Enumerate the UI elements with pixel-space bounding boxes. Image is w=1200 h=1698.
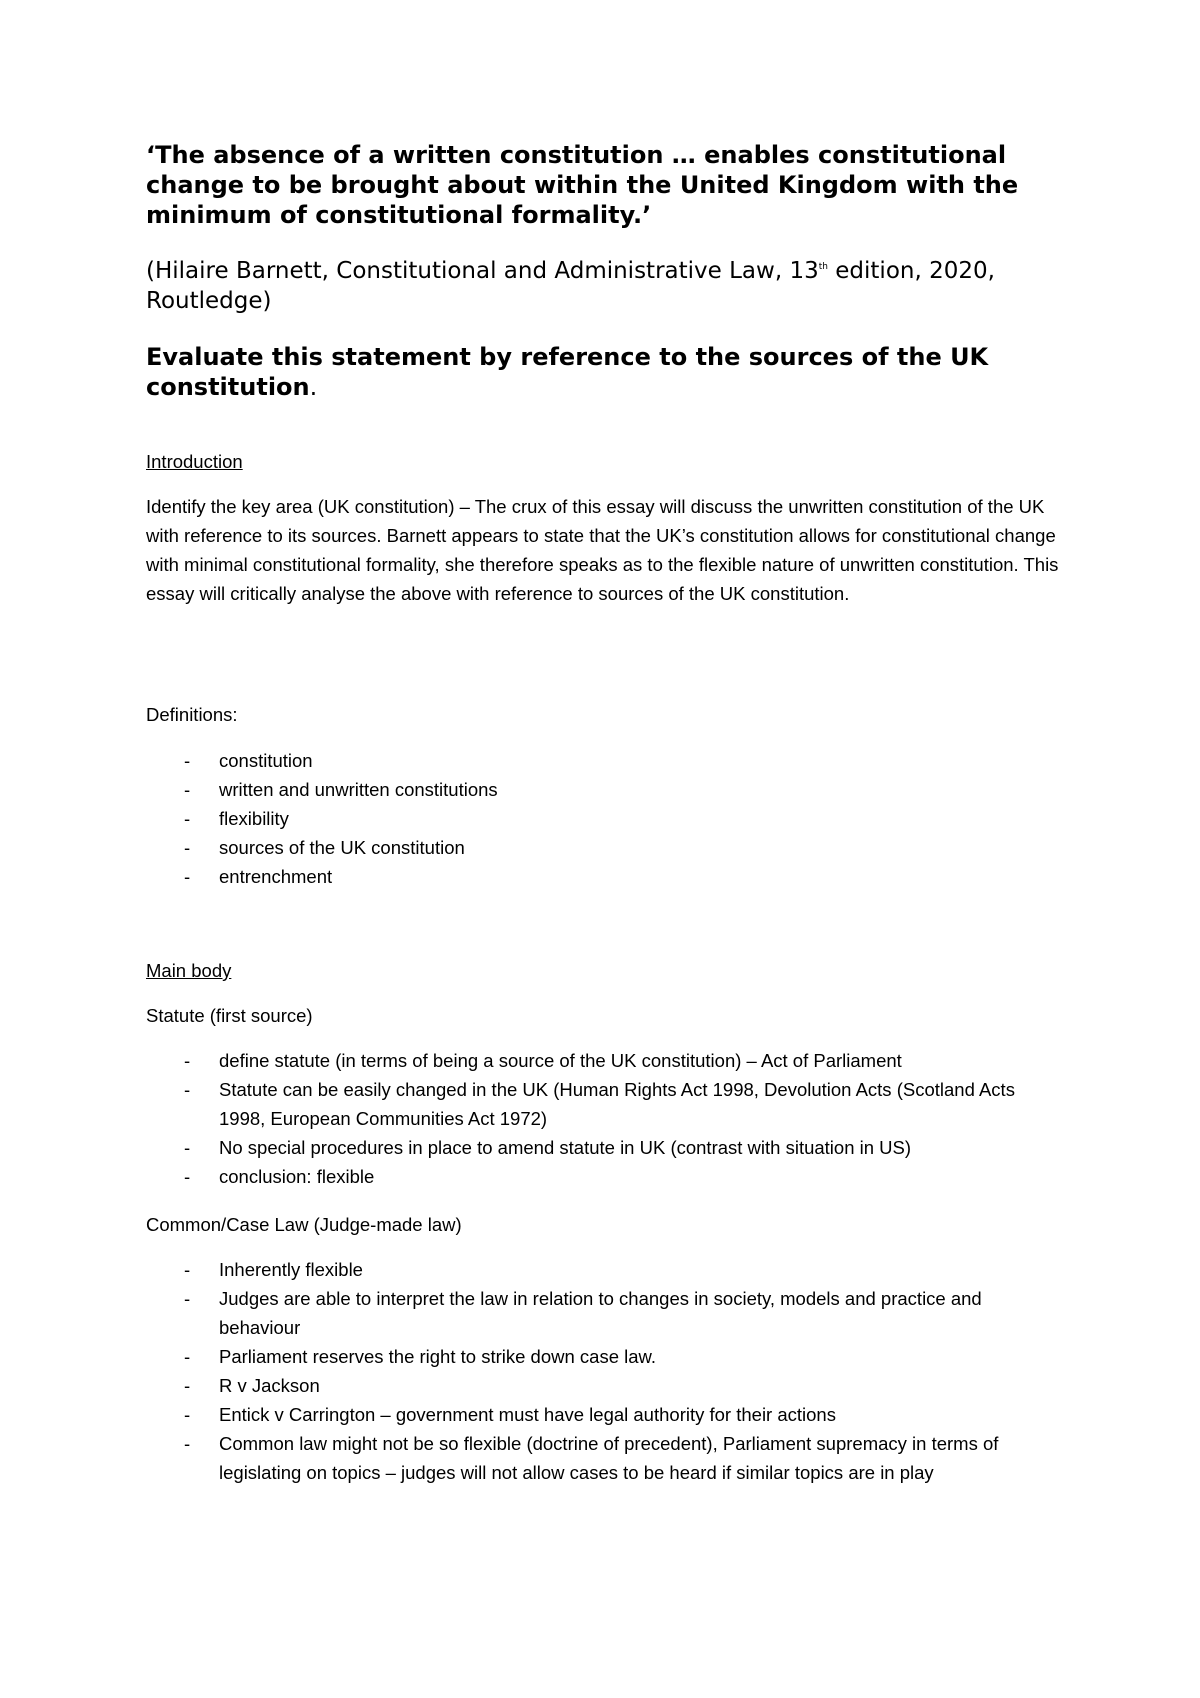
dash-bullet: - bbox=[184, 1166, 191, 1187]
list-item: - Statute can be easily changed in the UK (Human Rights Act 1998, Devolution Acts (Scotland Acts 1998, European Communities Act 1972) bbox=[146, 1075, 1066, 1133]
question-bold: Evaluate this statement by reference to the sources of the UK constitution bbox=[146, 343, 989, 401]
dash-bullet: - bbox=[184, 1433, 191, 1454]
introduction-paragraph: Identify the key area (UK constitution) – The crux of this essay will discuss the unwritten constitution of the UK with reference to its sources. Barnett appears to state that the UK’s constitution allows for constitutional change with minimal constitutional formality, she therefore speaks as to the flexible nature of unwritten constitution. This essay will critically analyse the above with reference to sources of the UK constitution. bbox=[146, 496, 1059, 604]
list-item: - conclusion: flexible bbox=[146, 1162, 1066, 1191]
list-item: - sources of the UK constitution bbox=[146, 833, 1066, 862]
list-item: - Entick v Carrington – government must have legal authority for their actions bbox=[146, 1400, 1066, 1429]
dash-bullet: - bbox=[184, 1259, 191, 1280]
list-item: - Inherently flexible bbox=[146, 1255, 1066, 1284]
dash-bullet: - bbox=[184, 779, 191, 800]
statute-heading: Statute (first source) bbox=[146, 1005, 313, 1026]
dash-bullet: - bbox=[184, 1288, 191, 1309]
list-item: - Judges are able to interpret the law in relation to changes in society, models and practice and behaviour bbox=[146, 1284, 1066, 1342]
dash-bullet: - bbox=[184, 1079, 191, 1100]
list-item: - define statute (in terms of being a source of the UK constitution) – Act of Parliament bbox=[146, 1046, 1066, 1075]
statute-list bbox=[146, 1046, 1066, 1191]
essay-quote: ‘The absence of a written constitution … enables constitutional change to be brought about within the United Kingdom with the minimum of constitutional formality.’ bbox=[146, 141, 1019, 229]
introduction-heading: Introduction bbox=[146, 451, 243, 472]
list-item: - Common law might not be so flexible (doctrine of precedent), Parliament supremacy in terms of legislating on topics – judges will not allow cases to be heard if similar topics are in play bbox=[146, 1429, 1066, 1487]
definitions-list bbox=[146, 746, 1066, 891]
list-item: - flexibility bbox=[146, 804, 1066, 833]
main-body-heading: Main body bbox=[146, 960, 232, 981]
dash-bullet: - bbox=[184, 1137, 191, 1158]
dash-bullet: - bbox=[184, 1404, 191, 1425]
list-item: - written and unwritten constitutions bbox=[146, 775, 1066, 804]
quote-citation bbox=[146, 256, 1066, 316]
citation-text: (Hilaire Barnett, Constitutional and Administrative Law, 13 bbox=[146, 258, 819, 284]
common-law-heading: Common/Case Law (Judge-made law) bbox=[146, 1214, 462, 1235]
dash-bullet: - bbox=[184, 837, 191, 858]
definitions-heading: Definitions: bbox=[146, 704, 238, 725]
list-item: - constitution bbox=[146, 746, 1066, 775]
list-item: - Parliament reserves the right to strike down case law. bbox=[146, 1342, 1066, 1371]
common-law-list bbox=[146, 1255, 1066, 1487]
dash-bullet: - bbox=[184, 1375, 191, 1396]
dash-bullet: - bbox=[184, 1050, 191, 1071]
essay-question bbox=[146, 342, 1066, 402]
list-item: - No special procedures in place to amend statute in UK (contrast with situation in US) bbox=[146, 1133, 1066, 1162]
dash-bullet: - bbox=[184, 866, 191, 887]
citation-text-tail: edition, 2020, Routledge) bbox=[146, 258, 995, 314]
citation-superscript: th bbox=[818, 262, 828, 272]
dash-bullet: - bbox=[184, 750, 191, 771]
question-tail: . bbox=[309, 373, 318, 401]
list-item: - entrenchment bbox=[146, 862, 1066, 891]
dash-bullet: - bbox=[184, 808, 191, 829]
dash-bullet: - bbox=[184, 1346, 191, 1367]
list-item: - R v Jackson bbox=[146, 1371, 1066, 1400]
